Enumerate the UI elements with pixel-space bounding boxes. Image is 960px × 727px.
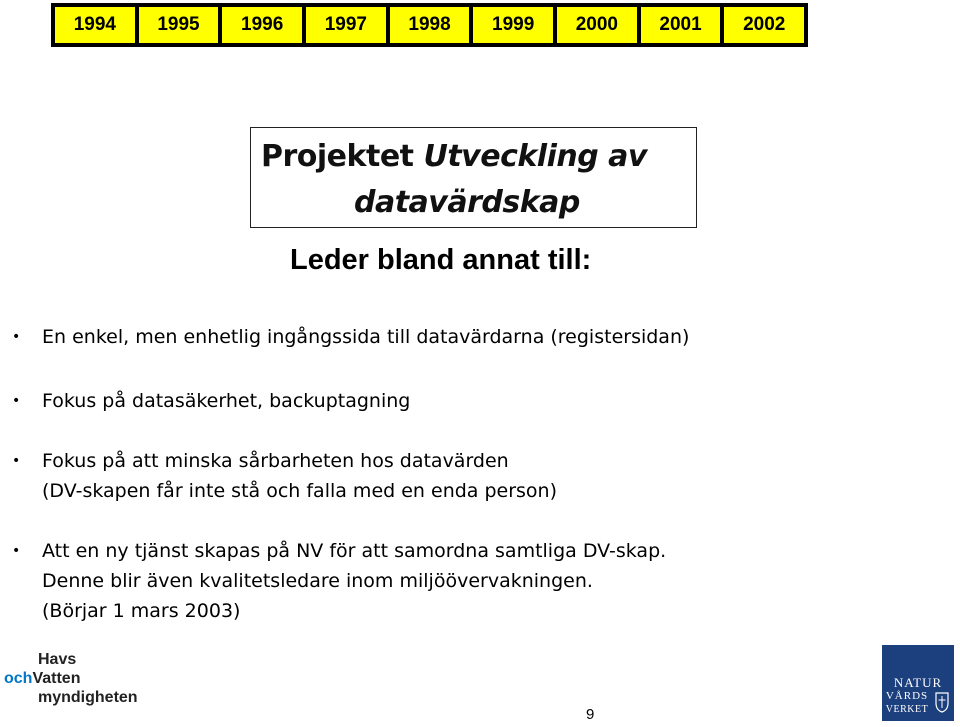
logo-line: VÅRDS [885,690,929,702]
bullet-line: En enkel, men enhetlig ingångssida till datavärdarna (registersidan) [42,326,690,348]
logo-line: myndigheten [38,689,138,706]
year-cell: 1994 [55,7,135,43]
bullet-text [42,386,410,416]
bullet-text [42,446,557,506]
crest-icon [934,691,950,713]
logo-word-och: och [4,670,33,687]
year-cell: 1997 [306,7,386,43]
havs-och-vatten-logo [4,648,154,714]
year-cell: 2002 [724,7,804,43]
bullet-line: Fokus på att minska sårbarheten hos datavärden [42,450,509,472]
bullet-line: (DV-skapen får inte stå och falla med en enda person) [42,480,558,502]
bullet-dot-icon: • [12,393,21,409]
logo-line: Havs [38,651,77,668]
year-cell: 1998 [390,7,470,43]
logo-line: NATUR [893,675,943,690]
bullet-dot-icon: • [12,543,21,559]
naturvardsverket-logo [882,645,954,721]
bullet-line: Att en ny tjänst skapas på NV för att samordna samtliga DV-skap. [42,540,667,562]
project-title-line1 [261,138,647,176]
bullet-text [42,536,666,626]
subheading: Leder bland annat till: [290,244,592,276]
logo-word-vatten: Vatten [32,670,81,687]
year-cell: 2000 [557,7,637,43]
bullet-line: (Börjar 1 mars 2003) [42,600,241,622]
bullet-text [42,322,689,352]
year-cell: 1999 [473,7,553,43]
year-cell: 1996 [222,7,302,43]
bullet-line: Fokus på datasäkerhet, backuptagning [42,390,411,412]
year-cell: 2001 [641,7,721,43]
logo-line [4,669,80,688]
project-title-name: Utveckling av [423,139,647,174]
page-number: 9 [586,706,595,723]
year-cell: 1995 [139,7,219,43]
logo-line: VERKET [885,704,929,715]
project-title-box [250,127,697,228]
bullet-dot-icon: • [12,329,21,345]
bullet-dot-icon: • [12,453,21,469]
bullet-line: Denne blir även kvalitetsledare inom miljöövervakningen. [42,570,593,592]
project-title-word: Projektet [261,139,414,174]
project-title-line2: datavärdskap [354,185,580,220]
year-timeline [51,3,808,47]
